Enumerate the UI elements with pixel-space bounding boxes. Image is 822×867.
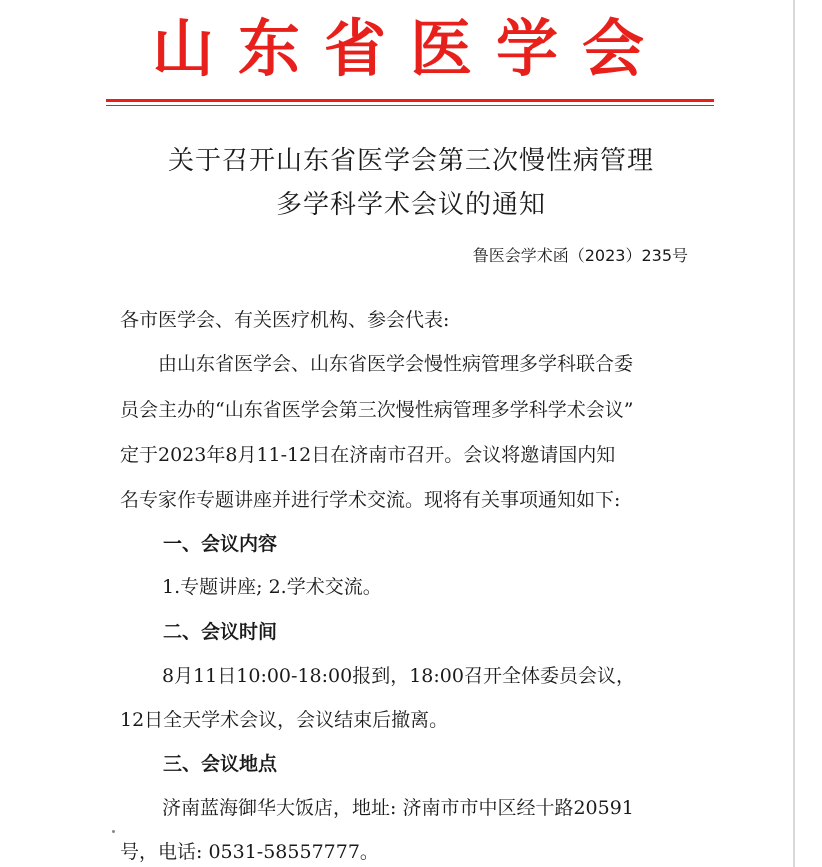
section-line-time-1: 8月11日10:00-18:00报到，18:00召开全体委员会议， [162, 665, 635, 687]
document-number: 鲁医会学术函（2023）235号 [472, 246, 688, 265]
notice-title-line-2: 多学科学术会议的通知 [275, 190, 546, 220]
red-divider-thin [106, 105, 714, 106]
intro-line-3: 定于2023年8月11-12日在济南市召开。会议将邀请国内知 [120, 444, 616, 466]
greeting: 各市医学会、有关医疗机构、参会代表: [120, 309, 450, 331]
intro-line-2: 员会主办的“山东省医学会第三次慢性病管理多学科学术会议” [120, 399, 634, 421]
section-line-venue-1: 济南蓝海御华大饭店，地址: 济南市市中区经十路20591 [162, 797, 634, 819]
intro-line-4: 名专家作专题讲座并进行学术交流。现将有关事项通知如下: [120, 489, 621, 511]
section-line-content: 1.专题讲座; 2.学术交流。 [162, 576, 382, 598]
red-divider-thick [106, 99, 714, 102]
intro-line-1: 由山东省医学会、山东省医学会慢性病管理多学科联合委 [158, 353, 634, 375]
section-line-time-2: 12日全天学术会议，会议结束后撤离。 [120, 709, 449, 731]
notice-title-line-1: 关于召开山东省医学会第三次慢性病管理 [167, 146, 654, 176]
section-line-venue-2: 号，电话: 0531-58557777。 [120, 841, 379, 863]
organization-letterhead: 山东省医学会 [151, 12, 668, 85]
section-heading-time: 二、会议时间 [163, 621, 278, 643]
page-edge [793, 0, 795, 867]
section-heading-venue: 三、会议地点 [163, 753, 278, 775]
scan-dot [112, 830, 115, 833]
section-heading-content: 一、会议内容 [163, 533, 278, 555]
